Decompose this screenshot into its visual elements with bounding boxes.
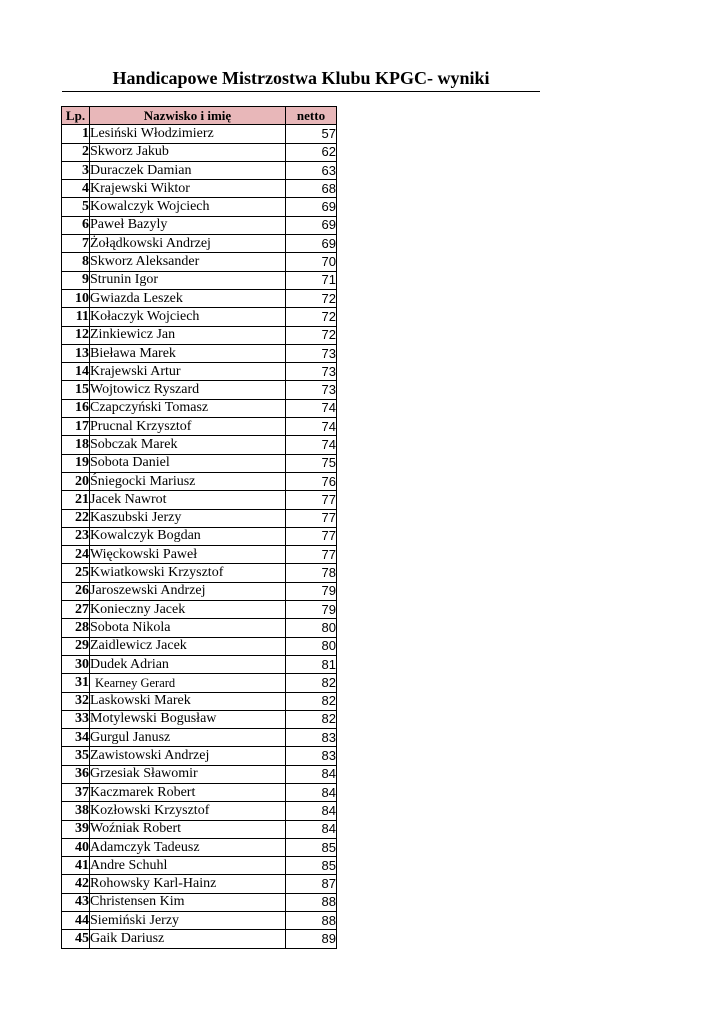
row-netto: 82	[286, 674, 337, 692]
table-row	[62, 289, 337, 307]
row-lp: 9	[62, 271, 90, 289]
row-lp: 15	[62, 381, 90, 399]
table-row	[62, 838, 337, 856]
row-name: Sobczak Marek	[90, 436, 286, 454]
row-name: Kaszubski Jerzy	[90, 509, 286, 527]
row-lp: 37	[62, 783, 90, 801]
table-row	[62, 710, 337, 728]
row-lp: 5	[62, 198, 90, 216]
row-netto: 85	[286, 838, 337, 856]
row-name: Więckowski Paweł	[90, 546, 286, 564]
row-lp: 44	[62, 912, 90, 930]
row-name: Jacek Nawrot	[90, 491, 286, 509]
header-name: Nazwisko i imię	[90, 107, 286, 125]
row-netto: 80	[286, 637, 337, 655]
row-name: Andre Schuhl	[90, 857, 286, 875]
row-netto: 84	[286, 765, 337, 783]
row-name: Krajewski Artur	[90, 363, 286, 381]
row-lp: 33	[62, 710, 90, 728]
row-name: Żołądkowski Andrzej	[90, 235, 286, 253]
row-name: Jaroszewski Andrzej	[90, 582, 286, 600]
row-name: Kearney Gerard	[90, 674, 286, 692]
table-row	[62, 271, 337, 289]
table-row	[62, 930, 337, 948]
table-row	[62, 601, 337, 619]
row-lp: 39	[62, 820, 90, 838]
row-netto: 83	[286, 747, 337, 765]
row-name: Laskowski Marek	[90, 692, 286, 710]
row-lp: 23	[62, 527, 90, 545]
row-name: Gaik Dariusz	[90, 930, 286, 948]
row-name: Kowalczyk Wojciech	[90, 198, 286, 216]
table-row	[62, 546, 337, 564]
row-lp: 18	[62, 436, 90, 454]
row-name: Adamczyk Tadeusz	[90, 838, 286, 856]
table-row	[62, 235, 337, 253]
table-row	[62, 637, 337, 655]
row-netto: 77	[286, 509, 337, 527]
row-name: Rohowsky Karl-Hainz	[90, 875, 286, 893]
table-row	[62, 729, 337, 747]
table-row	[62, 381, 337, 399]
row-lp: 1	[62, 125, 90, 143]
row-name: Grzesiak Sławomir	[90, 765, 286, 783]
table-row	[62, 747, 337, 765]
table-row	[62, 857, 337, 875]
row-lp: 45	[62, 930, 90, 948]
row-netto: 57	[286, 125, 337, 143]
row-netto: 85	[286, 857, 337, 875]
row-lp: 34	[62, 729, 90, 747]
table-row	[62, 363, 337, 381]
row-netto: 62	[286, 143, 337, 161]
row-netto: 77	[286, 527, 337, 545]
row-lp: 43	[62, 893, 90, 911]
row-netto: 81	[286, 655, 337, 673]
row-lp: 13	[62, 344, 90, 362]
row-netto: 72	[286, 308, 337, 326]
row-lp: 30	[62, 655, 90, 673]
row-lp: 10	[62, 289, 90, 307]
row-netto: 73	[286, 344, 337, 362]
row-netto: 74	[286, 418, 337, 436]
row-netto: 88	[286, 912, 337, 930]
table-row	[62, 893, 337, 911]
row-netto: 69	[286, 216, 337, 234]
row-netto: 70	[286, 253, 337, 271]
table-row	[62, 326, 337, 344]
row-name: Skworz Jakub	[90, 143, 286, 161]
row-name: Lesiński Włodzimierz	[90, 125, 286, 143]
table-row	[62, 820, 337, 838]
table-row	[62, 509, 337, 527]
row-lp: 32	[62, 692, 90, 710]
row-lp: 12	[62, 326, 90, 344]
row-lp: 25	[62, 564, 90, 582]
table-row	[62, 619, 337, 637]
table-row	[62, 143, 337, 161]
row-name: Kowalczyk Bogdan	[90, 527, 286, 545]
row-netto: 77	[286, 546, 337, 564]
row-netto: 80	[286, 619, 337, 637]
row-lp: 22	[62, 509, 90, 527]
table-row	[62, 180, 337, 198]
row-netto: 73	[286, 363, 337, 381]
row-name: Czapczyński Tomasz	[90, 399, 286, 417]
row-netto: 69	[286, 235, 337, 253]
row-name: Prucnal Krzysztof	[90, 418, 286, 436]
row-lp: 11	[62, 308, 90, 326]
row-netto: 68	[286, 180, 337, 198]
table-row	[62, 161, 337, 179]
row-netto: 74	[286, 436, 337, 454]
row-name: Śniegocki Mariusz	[90, 472, 286, 490]
row-netto: 79	[286, 582, 337, 600]
row-lp: 16	[62, 399, 90, 417]
row-lp: 27	[62, 601, 90, 619]
table-row	[62, 765, 337, 783]
table-row	[62, 125, 337, 143]
row-lp: 14	[62, 363, 90, 381]
table-row	[62, 674, 337, 692]
row-name: Gwiazda Leszek	[90, 289, 286, 307]
row-netto: 87	[286, 875, 337, 893]
row-netto: 69	[286, 198, 337, 216]
row-lp: 21	[62, 491, 90, 509]
row-name: Bieława Marek	[90, 344, 286, 362]
row-lp: 38	[62, 802, 90, 820]
row-name: Sobota Nikola	[90, 619, 286, 637]
row-netto: 83	[286, 729, 337, 747]
row-lp: 31	[62, 674, 90, 692]
row-name: Strunin Igor	[90, 271, 286, 289]
row-lp: 26	[62, 582, 90, 600]
row-netto: 82	[286, 710, 337, 728]
row-lp: 19	[62, 454, 90, 472]
row-netto: 78	[286, 564, 337, 582]
row-netto: 77	[286, 491, 337, 509]
row-netto: 88	[286, 893, 337, 911]
results-table	[61, 106, 337, 949]
table-row	[62, 655, 337, 673]
table-row	[62, 472, 337, 490]
row-netto: 72	[286, 326, 337, 344]
row-name: Kołaczyk Wojciech	[90, 308, 286, 326]
row-lp: 20	[62, 472, 90, 490]
row-name: Krajewski Wiktor	[90, 180, 286, 198]
header-netto: netto	[286, 107, 337, 125]
row-name: Kozłowski Krzysztof	[90, 802, 286, 820]
table-row	[62, 582, 337, 600]
row-lp: 42	[62, 875, 90, 893]
row-name: Wojtowicz Ryszard	[90, 381, 286, 399]
table-row	[62, 454, 337, 472]
row-name: Konieczny Jacek	[90, 601, 286, 619]
row-lp: 17	[62, 418, 90, 436]
row-name: Sobota Daniel	[90, 454, 286, 472]
row-name: Christensen Kim	[90, 893, 286, 911]
row-name: Kwiatkowski Krzysztof	[90, 564, 286, 582]
table-header-row	[62, 107, 337, 125]
header-lp: Lp.	[62, 107, 90, 125]
row-netto: 82	[286, 692, 337, 710]
row-name: Gurgul Janusz	[90, 729, 286, 747]
row-netto: 84	[286, 820, 337, 838]
row-lp: 40	[62, 838, 90, 856]
table-row	[62, 564, 337, 582]
row-name: Siemiński Jerzy	[90, 912, 286, 930]
row-lp: 2	[62, 143, 90, 161]
row-lp: 29	[62, 637, 90, 655]
row-name: Dudek Adrian	[90, 655, 286, 673]
row-lp: 7	[62, 235, 90, 253]
row-name: Zaidlewicz Jacek	[90, 637, 286, 655]
row-lp: 41	[62, 857, 90, 875]
page-title: Handicapowe Mistrzostwa Klubu KPGC- wyniki	[62, 66, 540, 92]
row-lp: 36	[62, 765, 90, 783]
row-lp: 24	[62, 546, 90, 564]
row-name: Paweł Bazyly	[90, 216, 286, 234]
row-netto: 76	[286, 472, 337, 490]
row-lp: 6	[62, 216, 90, 234]
row-lp: 8	[62, 253, 90, 271]
table-body	[62, 125, 337, 948]
table-row	[62, 912, 337, 930]
table-row	[62, 198, 337, 216]
row-netto: 73	[286, 381, 337, 399]
table-row	[62, 216, 337, 234]
table-row	[62, 253, 337, 271]
row-name: Skworz Aleksander	[90, 253, 286, 271]
row-lp: 35	[62, 747, 90, 765]
row-lp: 3	[62, 161, 90, 179]
row-name: Kaczmarek Robert	[90, 783, 286, 801]
table-row	[62, 436, 337, 454]
table-row	[62, 802, 337, 820]
row-name: Zinkiewicz Jan	[90, 326, 286, 344]
row-name: Motylewski Bogusław	[90, 710, 286, 728]
row-netto: 79	[286, 601, 337, 619]
row-name: Duraczek Damian	[90, 161, 286, 179]
table-row	[62, 308, 337, 326]
table-row	[62, 783, 337, 801]
table-row	[62, 692, 337, 710]
row-netto: 75	[286, 454, 337, 472]
table-row	[62, 527, 337, 545]
table-row	[62, 875, 337, 893]
row-netto: 72	[286, 289, 337, 307]
table-row	[62, 344, 337, 362]
row-netto: 71	[286, 271, 337, 289]
table-row	[62, 399, 337, 417]
row-name: Zawistowski Andrzej	[90, 747, 286, 765]
row-netto: 84	[286, 802, 337, 820]
table-row	[62, 418, 337, 436]
row-name: Woźniak Robert	[90, 820, 286, 838]
table-row	[62, 491, 337, 509]
row-netto: 74	[286, 399, 337, 417]
row-lp: 28	[62, 619, 90, 637]
row-netto: 84	[286, 783, 337, 801]
row-netto: 89	[286, 930, 337, 948]
row-lp: 4	[62, 180, 90, 198]
row-netto: 63	[286, 161, 337, 179]
